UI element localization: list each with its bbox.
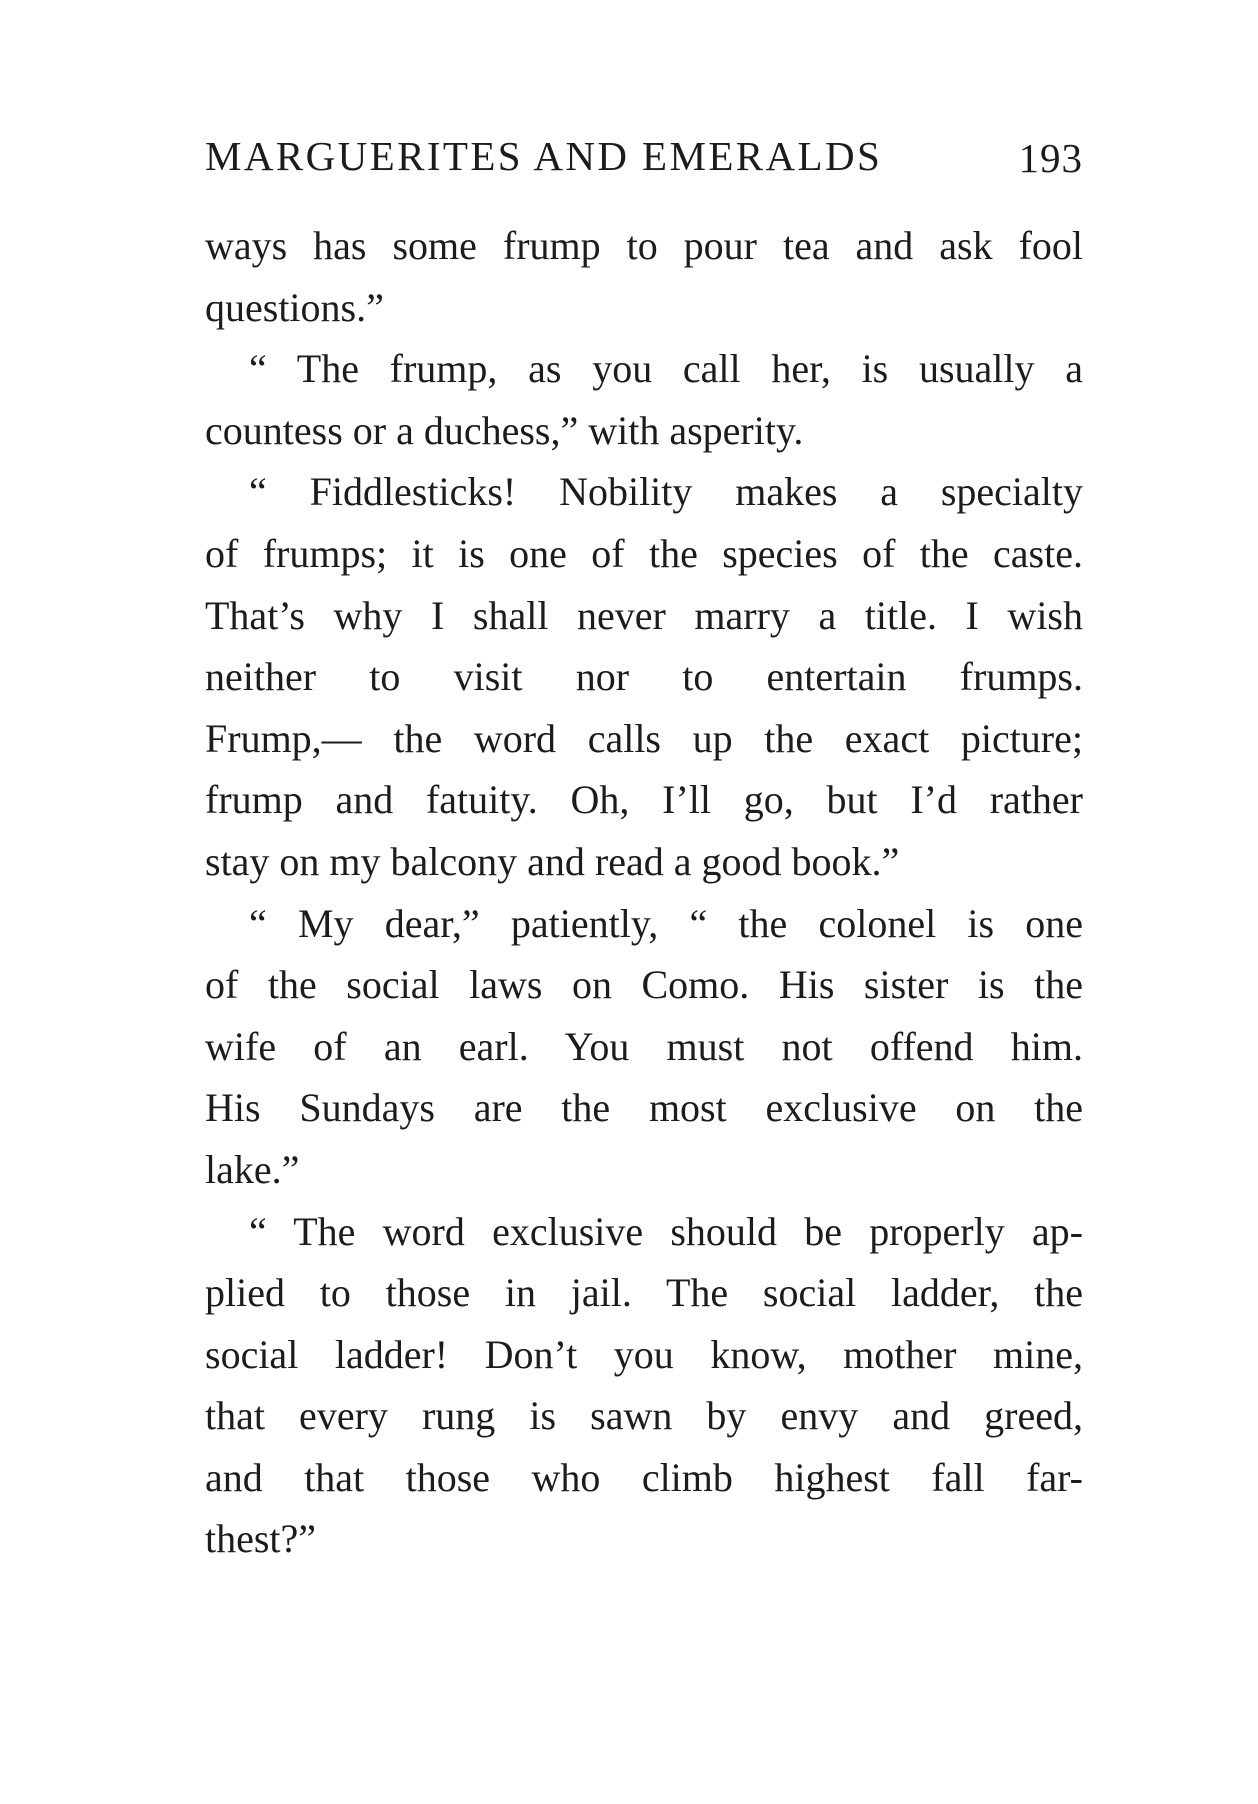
text-line: That’s why I shall never marry a title. I wish (205, 592, 1083, 638)
text-line: neither to visit nor to entertain frumps. (205, 654, 1083, 700)
running-title: MARGUERITES AND EMERALDS (205, 133, 883, 179)
text-line: His Sundays are the most exclusive on the (205, 1085, 1083, 1131)
text-line: “ The frump, as you call her, is usually a (249, 346, 1083, 392)
text-line: questions.” (205, 284, 384, 330)
text-line: Frump,— the word calls up the exact picture; (205, 715, 1083, 761)
text-line: plied to those in jail. The social ladder, the (205, 1270, 1083, 1316)
text-line: thest?” (205, 1516, 317, 1562)
text-line: lake.” (205, 1146, 300, 1192)
running-head (205, 128, 1083, 184)
text-line: countess or a duchess,” with asperity. (205, 407, 804, 453)
text-line: of the social laws on Como. His sister is the (205, 962, 1083, 1008)
text-line: and that those who climb highest fall far- (205, 1454, 1083, 1500)
text-line: wife of an earl. You must not offend him. (205, 1023, 1083, 1069)
body-text (205, 215, 1083, 1570)
text-line: that every rung is sawn by envy and greed, (205, 1393, 1083, 1439)
text-line: of frumps; it is one of the species of the caste. (205, 530, 1083, 576)
page-number: 193 (1018, 135, 1083, 181)
text-line: “ My dear,” patiently, “ the colonel is one (249, 900, 1083, 946)
text-line: frump and fatuity. Oh, I’ll go, but I’d rather (205, 777, 1083, 823)
text-line: social ladder! Don’t you know, mother mine, (205, 1331, 1083, 1377)
text-line: “ The word exclusive should be properly ap- (249, 1208, 1083, 1254)
text-line: “ Fiddlesticks! Nobility makes a specialty (249, 469, 1083, 515)
text-line: ways has some frump to pour tea and ask fool (205, 223, 1083, 268)
text-line: stay on my balcony and read a good book.” (205, 838, 900, 884)
